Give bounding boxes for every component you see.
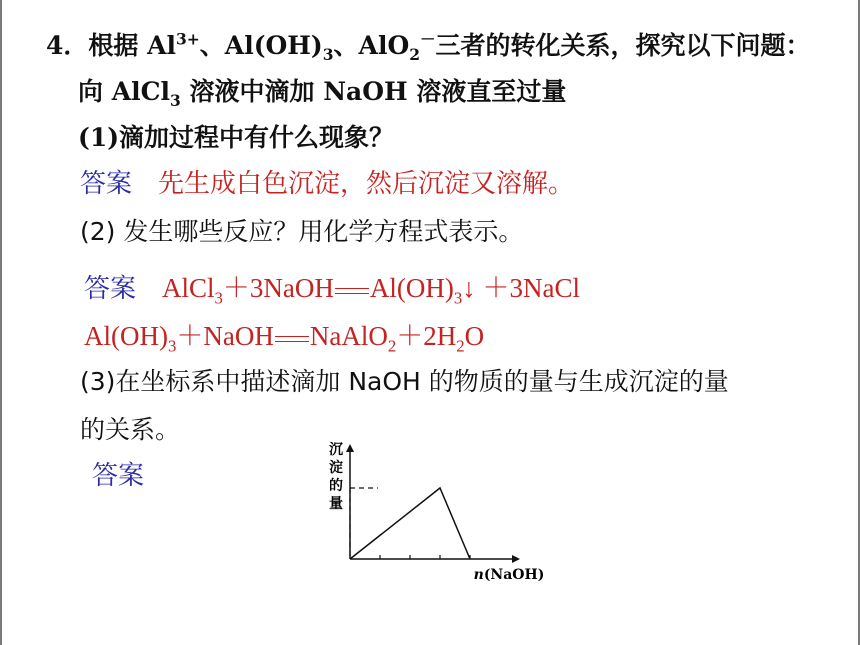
- equation-1: 答案 AlCl$_3$＋3NaOH $Al(OH)_3↓$ ＋3NaCl: [84, 273, 580, 308]
- part3-prompt-line-1: (3)在坐标系中描述滴加 NaOH 的物质的量与生成沉淀的量: [80, 367, 729, 396]
- equation-2: $Al(OH)_3+NaOH$ $NaAlO_2+2H_2O$: [84, 321, 485, 356]
- y-axis-arrow: [346, 444, 354, 452]
- graph-axes: [329, 442, 544, 583]
- part3-prompt-line-2: 的关系。: [80, 415, 181, 444]
- question-line-2: 向 AlCl$_3$ 溶液中滴加 NaOH 溶液直至过量: [78, 77, 567, 110]
- graph-marks: [350, 488, 470, 559]
- answer-label: 答案: [84, 274, 137, 304]
- question-number: 4: [46, 31, 64, 60]
- equals-sign: [335, 286, 369, 296]
- answer-text: 先生成白色沉淀，然后沉淀又溶解。: [158, 169, 575, 199]
- y-axis-label-char: 沉: [329, 442, 343, 458]
- series-line: [350, 488, 470, 559]
- part2-prompt: (2) 发生哪些反应？用化学方程式表示。: [80, 217, 524, 246]
- y-axis-label-char: 的: [329, 478, 343, 494]
- x-axis-label: n(NaOH): [473, 567, 545, 583]
- y-axis-label-char: 量: [329, 496, 343, 512]
- y-axis-label-char: 淀: [329, 460, 343, 476]
- equals-sign: [275, 334, 309, 344]
- x-axis-arrow: [512, 555, 520, 563]
- question-line-1: 4．根据 $Al^{3+}$、$Al(OH)_3$、AlO$_2$－三者的转化关系，探究以下问题：: [46, 29, 811, 64]
- precipitate-graph: [318, 438, 578, 598]
- answer-label: 答案: [80, 169, 133, 199]
- part1-prompt: (1)滴加过程中有什么现象？: [78, 123, 395, 152]
- part3-answer-label: 答案: [92, 461, 145, 491]
- left-border: [0, 0, 2, 645]
- part1-answer: [80, 163, 574, 200]
